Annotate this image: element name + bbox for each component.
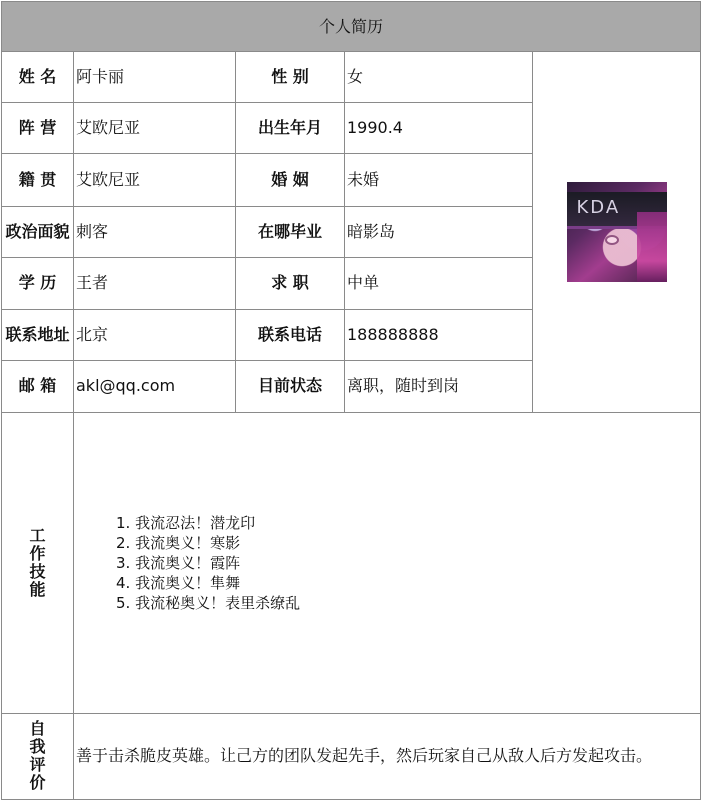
value-faction: 艾欧尼亚 <box>74 103 236 154</box>
photo-cell <box>533 52 701 413</box>
label-hometown: 籍 贯 <box>2 154 74 206</box>
label-marriage: 婚 姻 <box>236 154 345 206</box>
skill-item: 2. 我流奥义！寒影 <box>116 533 700 553</box>
label-faction: 阵 营 <box>2 103 74 154</box>
value-job: 中单 <box>345 257 533 309</box>
label-phone: 联系电话 <box>236 309 345 360</box>
label-status: 目前状态 <box>236 360 345 412</box>
photo-logo: KDA <box>576 197 621 219</box>
skills-list <box>116 513 700 613</box>
value-graduated: 暗影岛 <box>345 206 533 257</box>
value-political: 刺客 <box>74 206 236 257</box>
value-hometown: 艾欧尼亚 <box>74 154 236 206</box>
label-evaluation-char: 我 <box>29 737 46 757</box>
hair-shape <box>637 212 667 282</box>
skills-list-cell <box>74 413 701 714</box>
label-skills-char: 能 <box>29 579 46 599</box>
label-skills-char: 作 <box>29 543 46 563</box>
label-skills <box>2 413 74 714</box>
value-status: 离职，随时到岗 <box>345 360 533 412</box>
label-name: 姓 名 <box>2 52 74 103</box>
label-gender: 性 别 <box>236 52 345 103</box>
label-evaluation-char: 自 <box>29 719 46 739</box>
resume <box>1 1 700 800</box>
skill-item: 3. 我流奥义！霞阵 <box>116 553 700 573</box>
label-birth: 出生年月 <box>236 103 345 154</box>
label-political: 政治面貌 <box>2 206 74 257</box>
label-address: 联系地址 <box>2 309 74 360</box>
label-job: 求 职 <box>236 257 345 309</box>
eye-shape <box>607 237 617 243</box>
resume-table <box>1 1 701 800</box>
label-evaluation-char: 评 <box>29 755 46 775</box>
value-address: 北京 <box>74 309 236 360</box>
skill-item: 1. 我流忍法！潜龙印 <box>116 513 700 533</box>
label-skills-char: 技 <box>29 561 46 581</box>
label-email: 邮 箱 <box>2 360 74 412</box>
value-birth: 1990.4 <box>345 103 533 154</box>
label-education: 学 历 <box>2 257 74 309</box>
label-evaluation <box>2 713 74 799</box>
label-evaluation-char: 价 <box>29 773 46 793</box>
value-gender: 女 <box>345 52 533 103</box>
value-education: 王者 <box>74 257 236 309</box>
resume-title: 个人简历 <box>2 2 701 52</box>
skill-item: 4. 我流奥义！隼舞 <box>116 573 700 593</box>
value-marriage: 未婚 <box>345 154 533 206</box>
value-email: akl@qq.com <box>74 360 236 412</box>
skill-item: 5. 我流秘奥义！表里杀缭乱 <box>116 593 700 613</box>
avatar-photo <box>567 182 667 282</box>
value-phone: 188888888 <box>345 309 533 360</box>
evaluation-text: 善于击杀脆皮英雄。让己方的团队发起先手，然后玩家自己从敌人后方发起攻击。 <box>74 713 701 799</box>
value-name: 阿卡丽 <box>74 52 236 103</box>
label-skills-char: 工 <box>29 525 46 545</box>
label-graduated: 在哪毕业 <box>236 206 345 257</box>
